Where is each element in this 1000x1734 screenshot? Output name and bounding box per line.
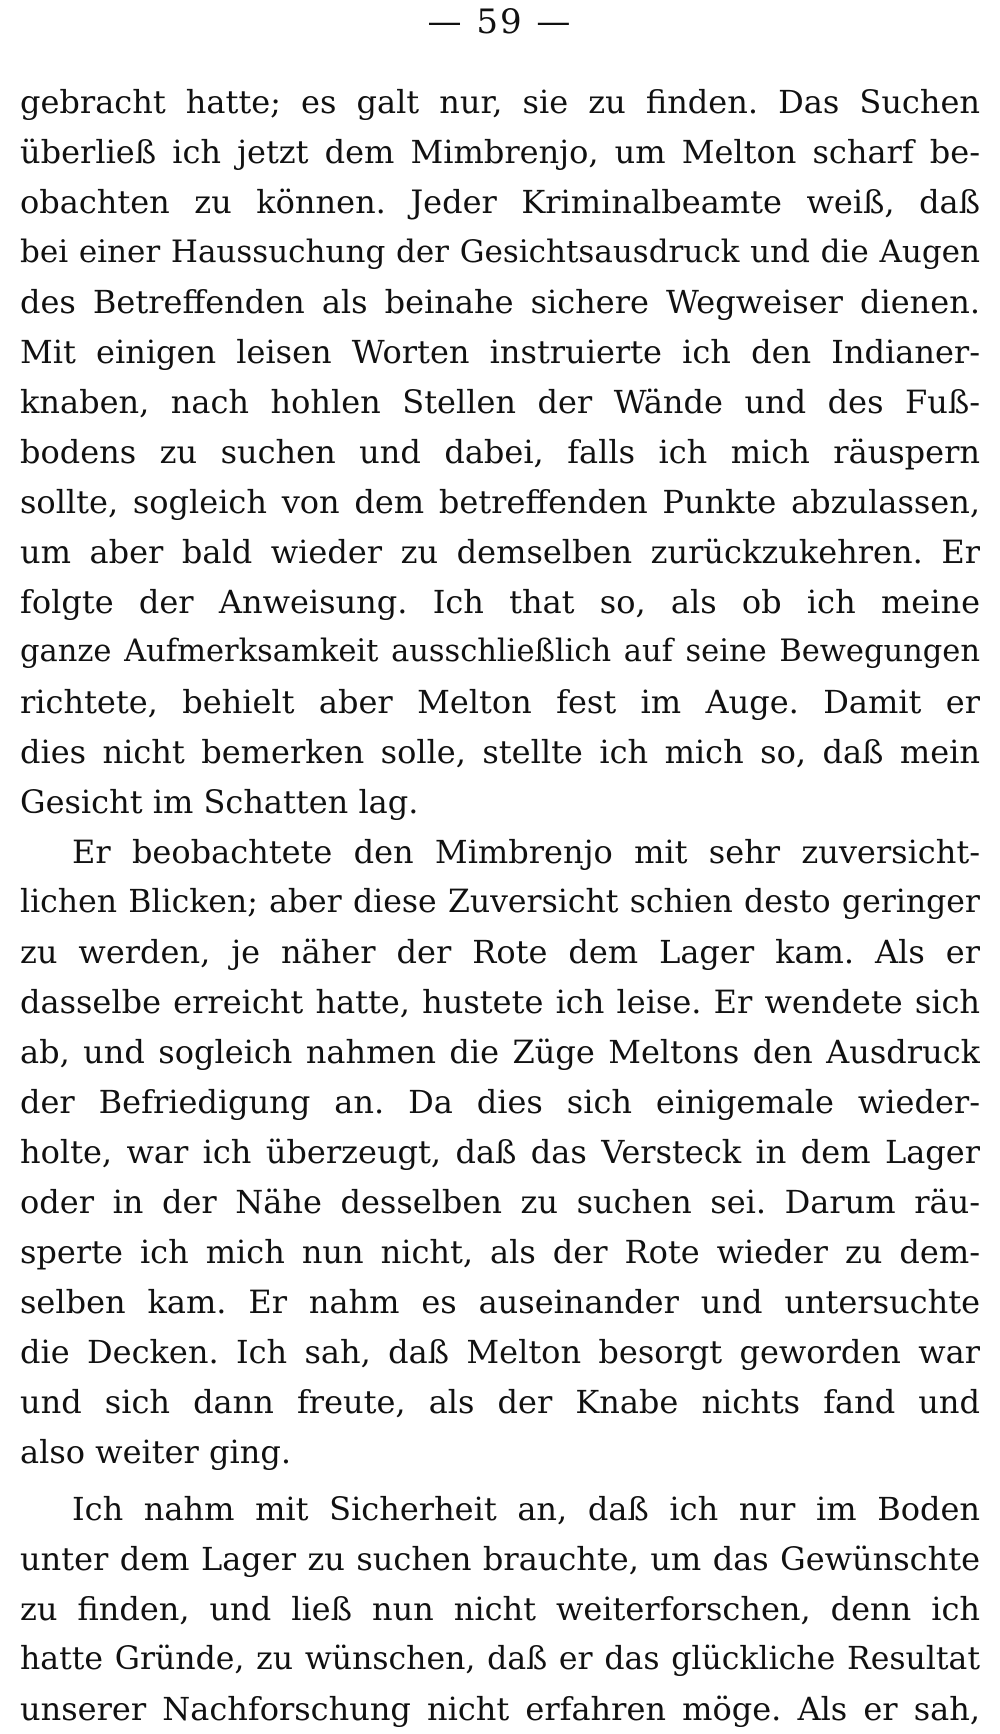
text-line: die Decken. Ich sah, daß Melton besorgt geworden war bbox=[20, 1333, 980, 1371]
text-line: Ich nahm mit Sicherheit an, daß ich nur im Boden bbox=[72, 1490, 980, 1528]
text-line: ganze Aufmerksamkeit ausschließlich auf seine Bewegungen bbox=[20, 634, 980, 669]
text-line: Mit einigen leisen Worten instruierte ich den Indianer- bbox=[20, 333, 980, 371]
paragraph bbox=[20, 827, 980, 1477]
text-line: sperte ich mich nun nicht, als der Rote wieder zu dem- bbox=[20, 1233, 980, 1271]
text-line: ab, und sogleich nahmen die Züge Meltons den Ausdruck bbox=[20, 1033, 980, 1071]
text-line: unter dem Lager zu suchen brauchte, um das Gewünschte bbox=[20, 1540, 980, 1578]
paragraph bbox=[20, 77, 980, 827]
text-line: sollte, sogleich von dem betreffenden Punkte abzulassen, bbox=[20, 483, 980, 521]
text-line: dies nicht bemerken solle, stellte ich mich so, daß mein bbox=[20, 733, 980, 771]
text-line: oder in der Nähe desselben zu suchen sei. Darum räu- bbox=[20, 1183, 980, 1221]
text-line: gebracht hatte; es galt nur, sie zu finden. Das Suchen bbox=[20, 83, 980, 121]
text-line: hatte Gründe, zu wünschen, daß er das glückliche Resultat bbox=[20, 1641, 980, 1677]
text-line: also weiter ging. bbox=[20, 1433, 291, 1471]
body-text bbox=[20, 77, 980, 1734]
text-line: bodens zu suchen und dabei, falls ich mich räuspern bbox=[20, 433, 980, 471]
text-line: bei einer Haussuchung der Gesichtsausdruck und die Augen bbox=[20, 234, 980, 270]
text-line: des Betreffenden als beinahe sichere Wegweiser dienen. bbox=[20, 283, 980, 321]
text-line: richtete, behielt aber Melton fest im Auge. Damit er bbox=[20, 683, 980, 721]
text-line: zu finden, und ließ nun nicht weiterforschen, denn ich bbox=[20, 1590, 980, 1628]
text-line: selben kam. Er nahm es auseinander und untersuchte bbox=[20, 1283, 980, 1321]
text-line: folgte der Anweisung. Ich that so, als ob ich meine bbox=[20, 583, 980, 621]
text-line: unserer Nachforschung nicht erfahren möge. Als er sah, bbox=[20, 1690, 980, 1728]
text-line: obachten zu können. Jeder Kriminalbeamte weiß, daß bbox=[20, 183, 980, 221]
paragraph-gap bbox=[20, 1477, 980, 1484]
text-line: der Befriedigung an. Da dies sich einigemale wieder- bbox=[20, 1083, 980, 1121]
text-line: zu werden, je näher der Rote dem Lager kam. Als er bbox=[20, 933, 980, 971]
text-line: Gesicht im Schatten lag. bbox=[20, 783, 419, 821]
text-line: knaben, nach hohlen Stellen der Wände und des Fuß- bbox=[20, 383, 980, 421]
text-line: holte, war ich überzeugt, daß das Versteck in dem Lager bbox=[20, 1133, 980, 1171]
text-line: lichen Blicken; aber diese Zuversicht schien desto geringer bbox=[20, 884, 980, 920]
page-number: — 59 — bbox=[427, 2, 573, 42]
text-line: dasselbe erreicht hatte, hustete ich leise. Er wendete sich bbox=[20, 983, 980, 1021]
text-line: um aber bald wieder zu demselben zurückzukehren. Er bbox=[20, 533, 980, 571]
text-line: Er beobachtete den Mimbrenjo mit sehr zuversicht- bbox=[72, 833, 980, 871]
text-line: überließ ich jetzt dem Mimbrenjo, um Melton scharf be- bbox=[20, 133, 980, 171]
paragraph bbox=[20, 1484, 980, 1734]
text-line: und sich dann freute, als der Knabe nichts fand und bbox=[20, 1383, 980, 1421]
